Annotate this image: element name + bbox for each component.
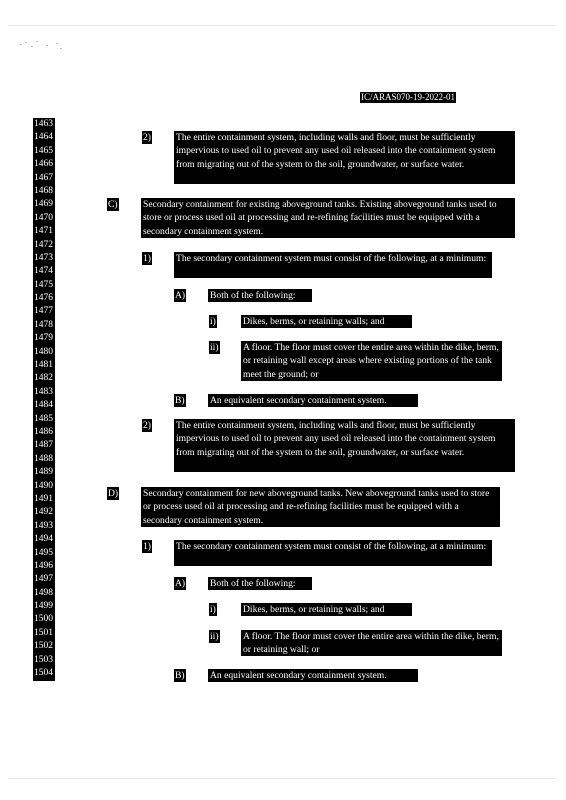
line-number: 1484 <box>34 400 53 411</box>
clause-label: i) <box>210 604 216 615</box>
line-number: 1471 <box>34 226 53 237</box>
clause-text: A floor. The floor must cover the entire area within the dike, berm, or retaining wall except areas where existing portions of the tank meet the ground; or <box>241 341 502 381</box>
line-number: 1482 <box>34 373 53 384</box>
line-number: 1493 <box>34 520 53 531</box>
line-number: 1477 <box>34 306 53 317</box>
line-number: 1486 <box>34 426 53 437</box>
subitem-label: B) <box>175 670 185 681</box>
line-number: 1463 <box>34 119 53 129</box>
line-number: 1466 <box>34 159 53 170</box>
line-number: 1487 <box>34 440 53 451</box>
line-number: 1470 <box>34 212 53 223</box>
clause-text: Dikes, berms, or retaining walls; and <box>241 603 412 616</box>
line-number: 1485 <box>34 413 53 424</box>
line-number: 1480 <box>34 346 53 357</box>
line-number: 1494 <box>34 534 53 545</box>
document-id: IC/ARAS070-19-2022-01 <box>361 92 455 102</box>
line-number: 1500 <box>34 614 53 625</box>
clause-text: Dikes, berms, or retaining walls; and <box>241 315 412 328</box>
line-number: 1497 <box>34 574 53 585</box>
line-number: 1469 <box>34 199 53 210</box>
page-top-border <box>8 25 556 26</box>
line-number: 1479 <box>34 333 53 344</box>
line-number: 1490 <box>34 480 53 491</box>
line-number: 1475 <box>34 279 53 290</box>
line-number: 1488 <box>34 453 53 464</box>
line-number-gutter <box>33 118 55 692</box>
item-label: 1) <box>143 541 151 552</box>
section-label: C) <box>108 199 118 210</box>
item-label: 2) <box>143 132 151 143</box>
line-number: 1467 <box>34 172 53 183</box>
item-label: 2) <box>143 420 151 431</box>
line-number: 1473 <box>34 252 53 263</box>
line-number: 1491 <box>34 493 53 504</box>
line-number: 1501 <box>34 627 53 638</box>
clause-label: i) <box>210 316 216 327</box>
line-number: 1478 <box>34 319 53 330</box>
section-label: D) <box>108 488 119 499</box>
line-number: 1502 <box>34 641 53 652</box>
subitem-label: A) <box>175 290 186 301</box>
line-number: 1464 <box>34 132 53 143</box>
line-number: 1465 <box>34 145 53 156</box>
clause-text: A floor. The floor must cover the entire area within the dike, berm, or retaining wall; or <box>241 630 502 656</box>
line-number: 1489 <box>34 467 53 478</box>
paragraph-text: The secondary containment system must consist of the following, at a minimum: <box>174 540 492 566</box>
paragraph-text: The entire containment system, including walls and floor, must be sufficiently impervious to used oil to prevent any used oil released into the containment system from migrating out of the system to the soil, groundwater, or surface water. <box>174 131 515 184</box>
line-number: 1472 <box>34 239 53 250</box>
page-bottom-border <box>8 778 556 779</box>
line-number: 1496 <box>34 560 53 571</box>
clause-label: ii) <box>210 631 219 642</box>
line-number: 1481 <box>34 360 53 371</box>
subitem-text: Both of the following: <box>208 577 312 590</box>
line-number: 1495 <box>34 547 53 558</box>
section-text: Secondary containment for existing aboveground tanks. Existing aboveground tanks used to store or process used oil at processing and re-refining facilities must be equipped with a secondary containment system. <box>141 198 515 238</box>
line-number: 1474 <box>34 266 53 277</box>
line-number: 1476 <box>34 293 53 304</box>
line-number: 1483 <box>34 386 53 397</box>
line-number: 1503 <box>34 654 53 665</box>
subitem-text: Both of the following: <box>208 289 312 302</box>
line-number: 1504 <box>34 668 53 679</box>
line-number: 1498 <box>34 587 53 598</box>
subitem-text: An equivalent secondary containment system. <box>208 669 418 682</box>
line-number: 1505 <box>34 681 53 692</box>
paragraph-text: The secondary containment system must consist of the following, at a minimum: <box>174 252 492 278</box>
line-number: 1468 <box>34 185 53 196</box>
clause-label: ii) <box>210 342 219 353</box>
line-number: 1492 <box>34 507 53 518</box>
section-text: Secondary containment for new aboveground tanks. New aboveground tanks used to store or process used oil at processing and re-refining facilities must be equipped with a secondary containment system. <box>141 487 500 527</box>
paragraph-text: The entire containment system, including walls and floor, must be sufficiently impervious to used oil to prevent any used oil released into the containment system from migrating out of the system to the soil, groundwater, or surface water. <box>174 419 515 472</box>
item-label: 1) <box>143 253 151 264</box>
subitem-label: A) <box>175 578 186 589</box>
subitem-label: B) <box>175 395 185 406</box>
subitem-text: An equivalent secondary containment system. <box>208 394 418 407</box>
line-number: 1499 <box>34 601 53 612</box>
